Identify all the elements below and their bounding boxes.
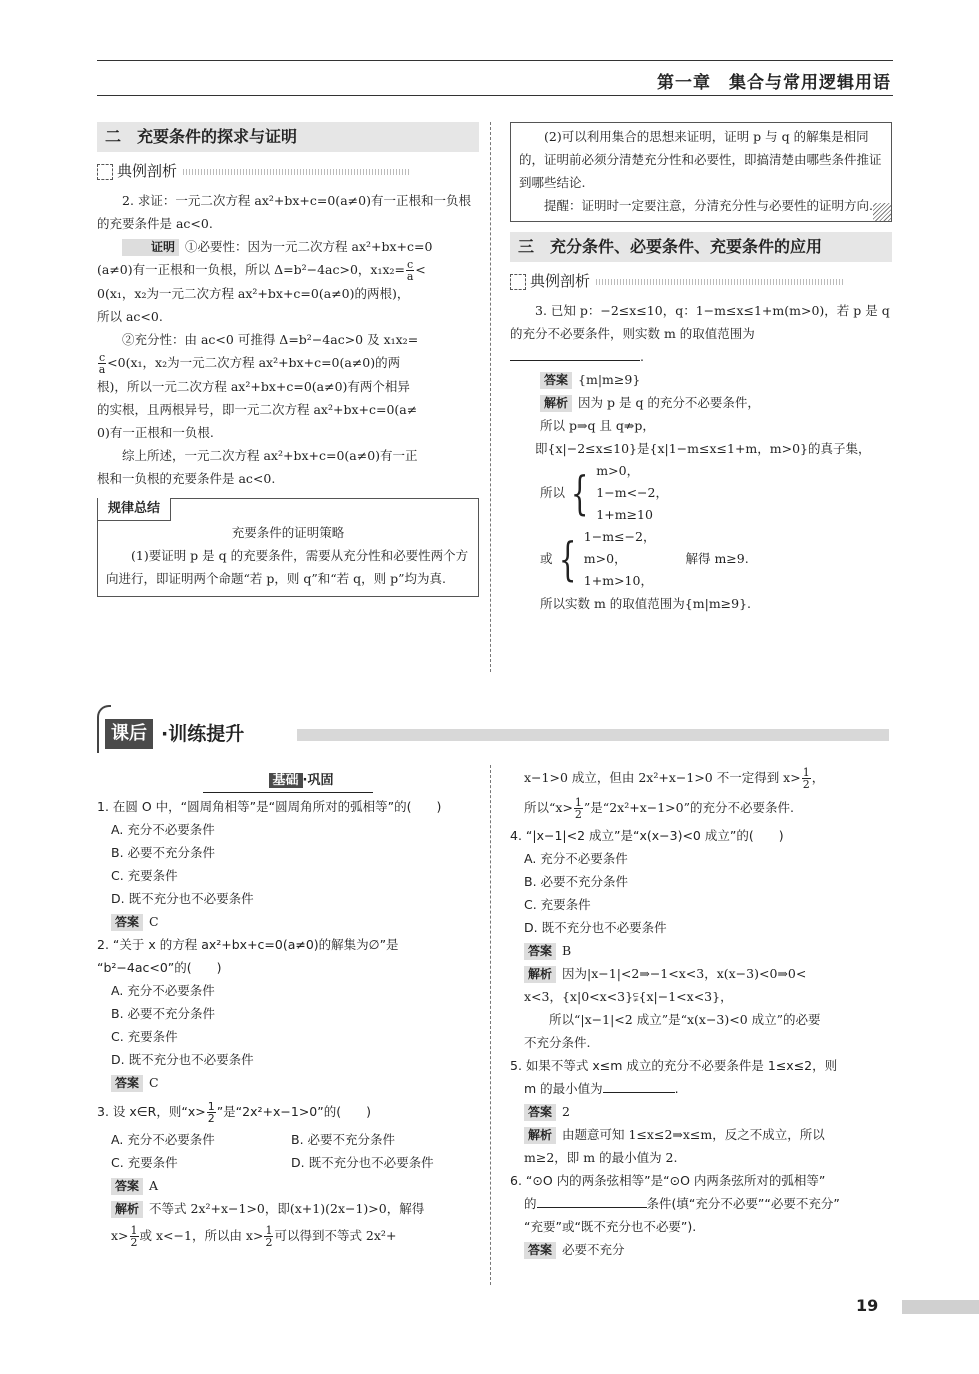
analysis-tag: 解析 xyxy=(111,1201,143,1218)
answer-line: 答案 C xyxy=(97,1071,479,1094)
right-top-column xyxy=(510,122,892,615)
answer-line: 答案 {m|m≥9} xyxy=(510,368,892,391)
analysis-line: 解析 不等式 2x²+x−1>0，即(x+1)(2x−1)>0，解得 xyxy=(97,1197,479,1220)
question-6: 6. “⊙O 内的两条弦相等”是“⊙O 内两条弦所对的弧相等” xyxy=(510,1173,826,1188)
proof-line: 的实根，且两根异号，即一元二次方程 ax²+bx+c=0(a≠ xyxy=(97,402,418,417)
analysis-line: 解析 因为 p 是 q 的充分不必要条件， xyxy=(510,391,892,414)
chapter-title: 第一章 集合与常用逻辑用语 xyxy=(657,73,891,93)
analysis-line: 解析 因为|x−1|<2⇒−1<x<3，x(x−3)<0⇒0< xyxy=(510,962,892,985)
answer-tag: 答案 xyxy=(524,943,556,960)
question-4: 4. “|x−1|<2 成立”是“x(x−3)<0 成立”的( ) xyxy=(510,828,784,843)
analysis-line: 即{x|−2≤x≤10}是{x|1−m≤x≤1+m，m>0}的真子集， xyxy=(535,441,871,456)
option: A. 充分不必要条件 xyxy=(111,822,215,837)
answer-blank xyxy=(510,360,640,361)
answer-line: 答案 2 xyxy=(510,1100,892,1123)
answer-blank xyxy=(603,1092,675,1093)
analysis-line: 所以实数 m 的取值范围为{m|m≥9}. xyxy=(540,596,752,611)
banner-tag: 课后 xyxy=(105,719,153,749)
answer-tag: 答案 xyxy=(540,372,572,389)
summary-text: (2)可以利用集合的思想来证明，证明 p 与 q 的解集是相同的，证明前必须分清楚充分性和必要性，即搞清楚由哪些条件推证到哪些结论. xyxy=(519,129,882,190)
summary-box xyxy=(97,498,479,597)
section-title-3: 三 充分条件、必要条件、充要条件的应用 xyxy=(510,232,892,262)
page-number: 19 xyxy=(856,1296,879,1315)
right-bottom-column xyxy=(510,766,892,1261)
option: A. 充分不必要条件 xyxy=(524,851,628,866)
answer-tag: 答案 xyxy=(524,1104,556,1121)
left-top-column xyxy=(97,122,479,597)
answer-blank xyxy=(537,1207,647,1208)
option: C. 充要条件 xyxy=(111,868,178,883)
basic-heading: 基础 ·巩固 xyxy=(97,768,479,793)
example-icon xyxy=(97,164,113,180)
option: B. 必要不充分条件 xyxy=(111,845,216,860)
option: D. 既不充分也不必要条件 xyxy=(111,1052,254,1067)
proof-line: 根和一负根的充要条件是 ac<0. xyxy=(97,471,276,486)
banner-title: ·训练提升 xyxy=(161,723,245,745)
proof-line: 0)有一正根和一负根. xyxy=(97,425,214,440)
subheading-line xyxy=(183,169,411,175)
column-divider-bottom xyxy=(490,765,491,1285)
question-1: 1. 在圆 O 中，“圆周角相等”是“圆周角所对的弧相等”的( ) xyxy=(97,799,442,814)
answer-tag: 答案 xyxy=(111,1178,143,1195)
analysis-line: 不充分条件. xyxy=(524,1035,591,1050)
proof-line: 证明 ①必要性：因为一元二次方程 ax²+bx+c=0 xyxy=(97,235,479,258)
example-subheading: 典例剖析 xyxy=(510,270,892,293)
reminder-text: 提醒：证明时一定要注意，分清充分性与必要性的证明方向. xyxy=(544,198,873,213)
summary-box-continued xyxy=(510,122,892,222)
answer-blank-line: . xyxy=(510,345,892,368)
question-5-cont: m 的最小值为 . xyxy=(524,1081,679,1096)
analysis-tag: 解析 xyxy=(524,1127,556,1144)
analysis-line: x−1>0 成立，但由 2x²+x−1>0 不一定得到 x> $\frac{1}{2}$ ， xyxy=(524,766,825,791)
inequality-system-1: 所以 { m>0， 1−m<−2， 1+m≥10 xyxy=(540,463,668,522)
option: C. 充要条件 xyxy=(524,897,591,912)
column-divider-top xyxy=(490,122,491,672)
section-title-2: 二 充要条件的探求与证明 xyxy=(97,122,479,152)
answer-line: 答案 B xyxy=(510,939,892,962)
fraction-c-over-a: $\frac{c}{a}$ xyxy=(98,351,106,376)
example-subheading: 典例剖析 xyxy=(97,160,479,183)
subheading-line xyxy=(596,279,844,285)
practice-banner xyxy=(97,705,893,751)
example-icon xyxy=(510,274,526,290)
question-2-cont: “b²−4ac<0”的( ) xyxy=(97,960,222,975)
answer-line: 答案 A xyxy=(97,1174,479,1197)
question-6-cont: “充要”或“既不充分也不必要”). xyxy=(524,1219,697,1234)
analysis-line: 所以 p⇒q 且 q⇏p， xyxy=(540,418,655,433)
option: A. 充分不必要条件 xyxy=(111,983,215,998)
analysis-line: x> $\frac{1}{2}$ 或 x<−1，所以由 x> $\frac{1}{2}$ 可以得到不等式 2x²+ xyxy=(111,1224,397,1249)
option: B. 必要不充分条件 xyxy=(524,874,629,889)
summary-tag: 规律总结 xyxy=(97,498,171,521)
option-row: C. 充要条件 D. 既不充分也不必要条件 xyxy=(111,1155,434,1170)
analysis-line: m≥2，即 m 的最小值为 2. xyxy=(524,1150,678,1165)
question-5: 5. 如果不等式 x≤m 成立的充分不必要条件是 1≤x≤2，则 xyxy=(510,1058,838,1073)
left-bottom-column xyxy=(97,768,479,1248)
inequality-system-2: 或 { 1−m≤−2， m>0， 1+m>10， 解得 m≥9. xyxy=(540,529,749,588)
option: C. 充要条件 xyxy=(111,1029,178,1044)
proof-line: ②充分性：由 ac<0 可推得 Δ=b²−4ac>0 及 x₁x₂= xyxy=(122,332,419,347)
question-3: 3. 已知 p：−2≤x≤10，q：1−m≤x≤1+m(m>0)，若 p 是 q 的充分不必要条件，则实数 m 的取值范围为 xyxy=(510,303,890,341)
analysis-line: 所以“|x−1|<2 成立”是“x(x−3)<0 成立”的必要 xyxy=(549,1012,821,1027)
answer-tag: 答案 xyxy=(111,914,143,931)
analysis-line: x<3，{x|0<x<3}⫋{x|−1<x<3}， xyxy=(524,989,733,1004)
answer-tag: 答案 xyxy=(524,1242,556,1259)
question-6-cont: 的 条件(填“充分不必要”“必要不充分” xyxy=(524,1196,840,1211)
question-3: 3. 设 x∈R，则“x> $\frac{1}{2}$ ”是“2x²+x−1>0”的( ) xyxy=(97,1100,371,1125)
summary-text: (1)要证明 p 是 q 的充要条件，需要从充分性和必要性两个方向进行，即证明两个命题“若 p，则 q”和“若 q，则 p”均为真. xyxy=(106,548,469,586)
answer-line: 答案 必要不充分 xyxy=(510,1238,892,1261)
footer-bar xyxy=(902,1300,979,1314)
question-2: 2. 求证：一元二次方程 ax²+bx+c=0(a≠0)有一正根和一负根的充要条件是 ac<0. xyxy=(97,193,471,231)
header-rule-top xyxy=(97,60,893,61)
option: D. 既不充分也不必要条件 xyxy=(111,891,254,906)
analysis-tag: 解析 xyxy=(524,966,556,983)
banner-bar xyxy=(297,729,889,741)
proof-line: 0(x₁，x₂为一元二次方程 ax²+bx+c=0(a≠0)的两根)， xyxy=(97,286,410,301)
option: B. 必要不充分条件 xyxy=(111,1006,216,1021)
proof-line: (a≠0)有一正根和一负根，所以 Δ=b²−4ac>0，x₁x₂= $\frac{c}{a}$ < xyxy=(97,258,426,283)
header-rule-bottom xyxy=(97,95,893,96)
option: D. 既不充分也不必要条件 xyxy=(524,920,667,935)
analysis-line: 解析 由题意可知 1≤x≤2⇒x≤m，反之不成立，所以 xyxy=(510,1123,892,1146)
analysis-tag: 解析 xyxy=(540,395,572,412)
option-row: A. 充分不必要条件 B. 必要不充分条件 xyxy=(111,1132,396,1147)
answer-line: 答案 C xyxy=(97,910,479,933)
proof-line: 所以 ac<0. xyxy=(97,309,163,324)
proof-line: 综上所述，一元二次方程 ax²+bx+c=0(a≠0)有一正 xyxy=(122,448,418,463)
proof-line: 根)，所以一元二次方程 ax²+bx+c=0(a≠0)有两个相异 xyxy=(97,379,410,394)
answer-tag: 答案 xyxy=(111,1075,143,1092)
summary-title: 充要条件的证明策略 xyxy=(231,525,345,540)
question-2: 2. “关于 x 的方程 ax²+bx+c=0(a≠0)的解集为∅”是 xyxy=(97,937,399,952)
proof-line: $\frac{c}{a}$ <0(x₁，x₂为一元二次方程 ax²+bx+c=0(a≠0)的两 xyxy=(98,351,401,376)
basic-tag: 基础 xyxy=(269,773,303,788)
corner-decoration xyxy=(873,203,891,221)
analysis-line: 所以“x> $\frac{1}{2}$ ”是“2x²+x−1>0”的充分不必要条件. xyxy=(524,796,794,821)
proof-tag: 证明 xyxy=(122,239,179,256)
fraction-c-over-a: $\frac{c}{a}$ xyxy=(406,258,414,283)
